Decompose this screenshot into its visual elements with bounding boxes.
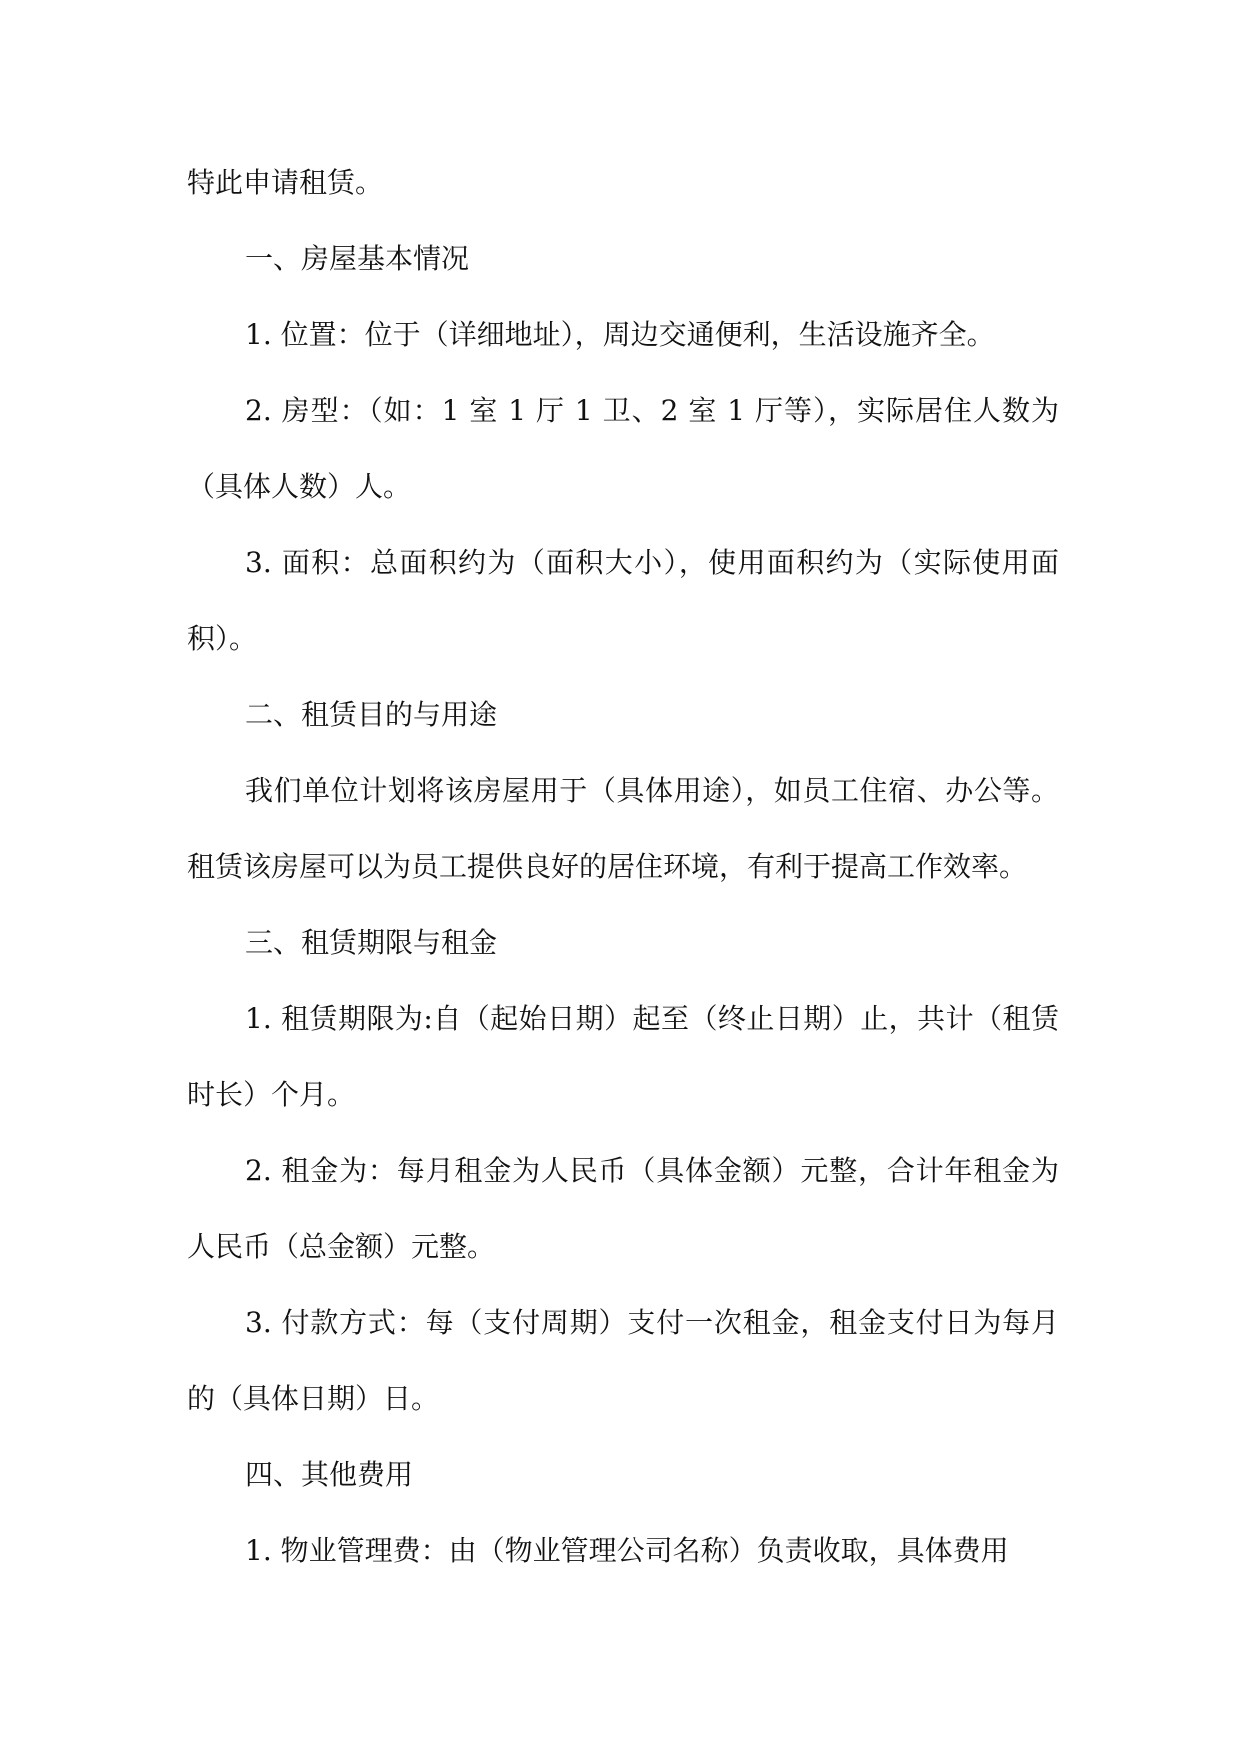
item-rent: 2. 租金为：每月租金为人民币（具体金额）元整，合计年租金为人民币（总金额）元整。: [187, 1154, 1059, 1263]
document-body: [187, 145, 1059, 1589]
item-property-fee: 1. 物业管理费：由（物业管理公司名称）负责收取，具体费用: [245, 1534, 1009, 1567]
purpose-paragraph: 我们单位计划将该房屋用于（具体用途），如员工住宿、办公等。租赁该房屋可以为员工提供良好的居住环境，有利于提高工作效率。: [187, 774, 1059, 883]
item-lease-term: 1. 租赁期限为:自（起始日期）起至（终止日期）止，共计（租赁时长）个月。: [187, 1002, 1059, 1111]
section-heading-1: 一、房屋基本情况: [245, 242, 470, 275]
item-layout: 2. 房型：（如：1 室 1 厅 1 卫、2 室 1 厅等），实际居住人数为（具体人数）人。: [187, 394, 1059, 503]
item-area: 3. 面积：总面积约为（面积大小），使用面积约为（实际使用面积）。: [187, 546, 1059, 655]
section-heading-3: 三、租赁期限与租金: [245, 926, 498, 959]
section-heading-2: 二、租赁目的与用途: [245, 698, 498, 731]
item-payment-method: 3. 付款方式：每（支付周期）支付一次租金，租金支付日为每月的（具体日期）日。: [187, 1306, 1059, 1415]
closing-line: 特此申请租赁。: [187, 166, 384, 199]
item-location: 1. 位置：位于（详细地址），周边交通便利，生活设施齐全。: [245, 318, 995, 351]
section-heading-4: 四、其他费用: [245, 1458, 414, 1491]
